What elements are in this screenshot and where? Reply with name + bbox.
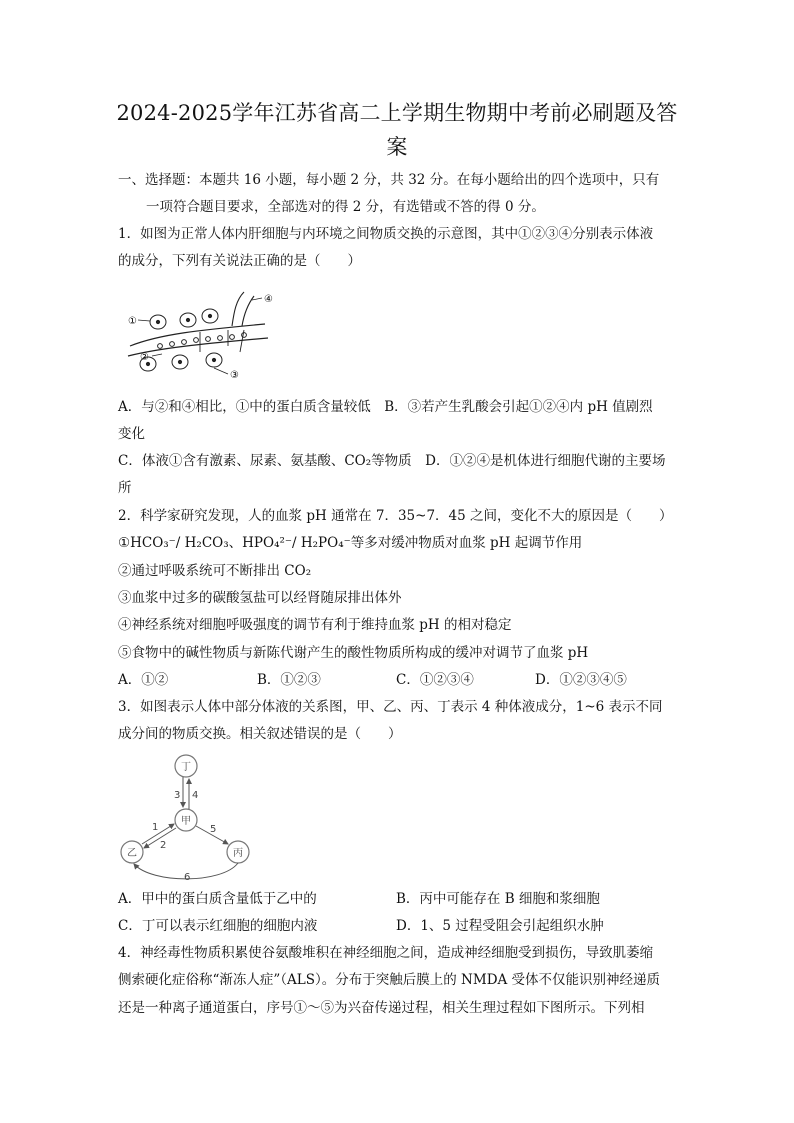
- q4-stem-line-1: 4．神经毒性物质积累使谷氨酸堆积在神经细胞之间，造成神经细胞受到损伤，导致肌萎缩: [118, 945, 654, 961]
- q2-statement-3: ③血浆中过多的碳酸氢盐可以经肾随尿排出体外: [118, 590, 402, 606]
- page-title: [90, 96, 704, 164]
- q1-option-B-continued: 变化: [118, 426, 145, 442]
- lymph-vessel: [232, 292, 254, 326]
- node-ding-label: 丁: [181, 762, 191, 773]
- q2-option-D: D．①②③④⑤: [535, 672, 627, 688]
- q1-label-1: ①: [128, 316, 137, 327]
- q3-option-C: C．丁可以表示红细胞的细胞内液: [118, 918, 318, 934]
- arrow-label-6: 6: [184, 872, 191, 882]
- q1-options-C-D: C．体液①含有激素、尿素、氨基酸、CO₂等物质 D．①②④是机体进行细胞代谢的主要场: [118, 453, 666, 469]
- q3-stem-line-1: 3．如图表示人体中部分体液的关系图，甲、乙、丙、丁表示 4 种体液成分，1~6 表示不同: [118, 699, 663, 715]
- node-bing-label: 丙: [233, 848, 243, 859]
- q1-label-4: ④: [264, 294, 273, 305]
- q4-stem-line-3: 还是一种离子通道蛋白，序号①～⑤为兴奋传递过程，相关生理过程如下图所示。下列相: [118, 1000, 645, 1016]
- section-instructions-line-2: 一项符合题目要求，全部选对的得 2 分，有选错或不答的得 0 分。: [146, 199, 545, 215]
- q1-option-D-continued: 所: [118, 480, 132, 496]
- q1-options-A-B: A．与②和④相比，①中的蛋白质含量较低 B．③若产生乳酸会引起①②④内 pH 值剧烈: [118, 399, 653, 415]
- arrow-label-5: 5: [210, 824, 217, 835]
- q1-liver-cell-exchange-diagram: [120, 282, 290, 384]
- q2-option-A: A．①②: [118, 672, 169, 688]
- q4-stem-line-2: 侧索硬化症俗称“渐冻人症”（ALS）。分布于突触后膜上的 NMDA 受体不仅能识别神经递质: [118, 972, 661, 988]
- q1-stem-line-1: 1．如图为正常人体内肝细胞与内环境之间物质交换的示意图，其中①②③④分别表示体液: [118, 226, 654, 242]
- title-line-2: 案: [386, 135, 408, 159]
- q2-statement-2: ②通过呼吸系统可不断排出 CO₂: [118, 563, 312, 579]
- q3-stem-line-2: 成分间的物质交换。相关叙述错误的是（ ）: [118, 726, 402, 742]
- arrow-label-1: 1: [152, 822, 159, 833]
- section-instructions-line-1: 一、选择题：本题共 16 小题，每小题 2 分，共 32 分。在每小题给出的四个选项中，只有: [118, 172, 660, 188]
- q3-body-fluid-diagram: [112, 752, 262, 882]
- arrow-label-3: 3: [174, 790, 181, 801]
- q2-statement-5: ⑤食物中的碱性物质与新陈代谢产生的酸性物质所构成的缓冲对调节了血浆 pH: [118, 645, 589, 661]
- q1-stem-line-2: 的成分，下列有关说法正确的是（ ）: [118, 253, 361, 269]
- q2-option-C: C．①②③④: [396, 672, 474, 688]
- node-yi-label: 乙: [127, 848, 137, 859]
- arrow-label-2: 2: [160, 840, 167, 851]
- q1-label-3: ③: [230, 370, 239, 381]
- q2-statement-1: ①HCO₃⁻/ H₂CO₃、HPO₄²⁻/ H₂PO₄⁻等多对缓冲物质对血浆 pH 起调节作用: [118, 535, 583, 551]
- title-line-1: 2024-2025学年江苏省高二上学期生物期中考前必刷题及答: [116, 101, 678, 125]
- q2-option-B: B．①②③: [257, 672, 321, 688]
- q1-label-2: ②: [140, 352, 149, 363]
- q3-option-D: D．1、5 过程受阻会引起组织水肿: [396, 918, 604, 934]
- arrow-label-4: 4: [192, 790, 199, 801]
- q3-option-A: A．甲中的蛋白质含量低于乙中的: [118, 891, 317, 907]
- capillary-upper-wall: [130, 324, 265, 346]
- q2-stem: 2．科学家研究发现，人的血浆 pH 通常在 7．35~7．45 之间，变化不大的原因是（ ）: [118, 508, 673, 524]
- node-jia-label: 甲: [181, 816, 191, 827]
- q2-statement-4: ④神经系统对细胞呼吸强度的调节有利于维持血浆 pH 的相对稳定: [118, 617, 512, 633]
- q3-option-B: B．丙中可能存在 B 细胞和浆细胞: [396, 891, 600, 907]
